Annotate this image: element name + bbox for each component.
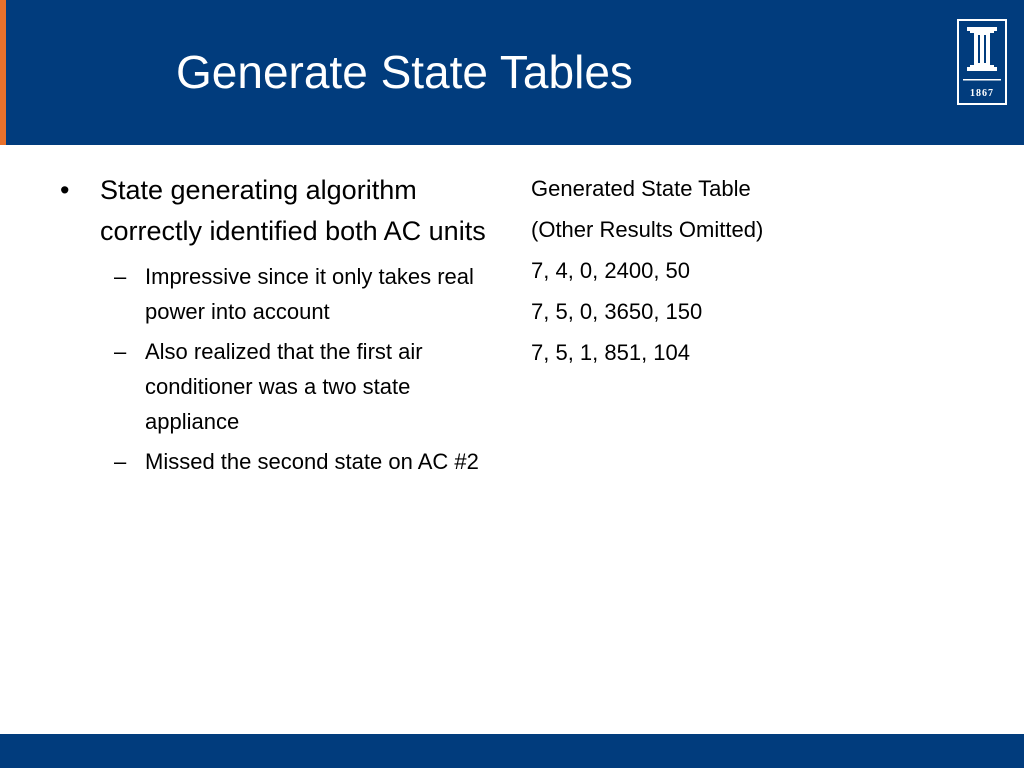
block-i-column-icon <box>959 21 1005 87</box>
dash-icon: – <box>114 264 127 289</box>
sub-bullet <box>56 444 496 479</box>
sub-bullet-text: Impressive since it only takes real power into account <box>145 264 474 324</box>
left-column <box>56 170 496 484</box>
header-band <box>0 0 1024 145</box>
state-table-row: 7, 5, 1, 851, 104 <box>531 340 691 365</box>
sub-bullet-text: Missed the second state on AC #2 <box>145 449 479 474</box>
state-table-column <box>531 168 991 373</box>
dash-icon: – <box>114 449 127 474</box>
state-table-row: 7, 4, 0, 2400, 50 <box>531 258 691 283</box>
sub-bullet <box>56 259 496 329</box>
university-logo <box>957 19 1007 105</box>
state-table-note: (Other Results Omitted) <box>531 217 764 242</box>
main-bullet-text: State generating algorithm correctly identified both AC units <box>100 175 486 246</box>
logo-year: 1867 <box>970 88 994 99</box>
header-accent-stripe <box>0 0 6 145</box>
bullet-dot-icon: • <box>60 175 70 205</box>
slide-title: Generate State Tables <box>176 46 633 98</box>
state-table-heading: Generated State Table <box>531 176 751 201</box>
dash-icon: – <box>114 339 127 364</box>
main-bullet <box>56 170 496 252</box>
sub-bullet-text: Also realized that the first air conditioner was a two state appliance <box>145 339 423 434</box>
sub-bullet-list <box>56 259 496 479</box>
sub-bullet <box>56 334 496 439</box>
state-table-row: 7, 5, 0, 3650, 150 <box>531 299 703 324</box>
footer-band <box>0 734 1024 768</box>
